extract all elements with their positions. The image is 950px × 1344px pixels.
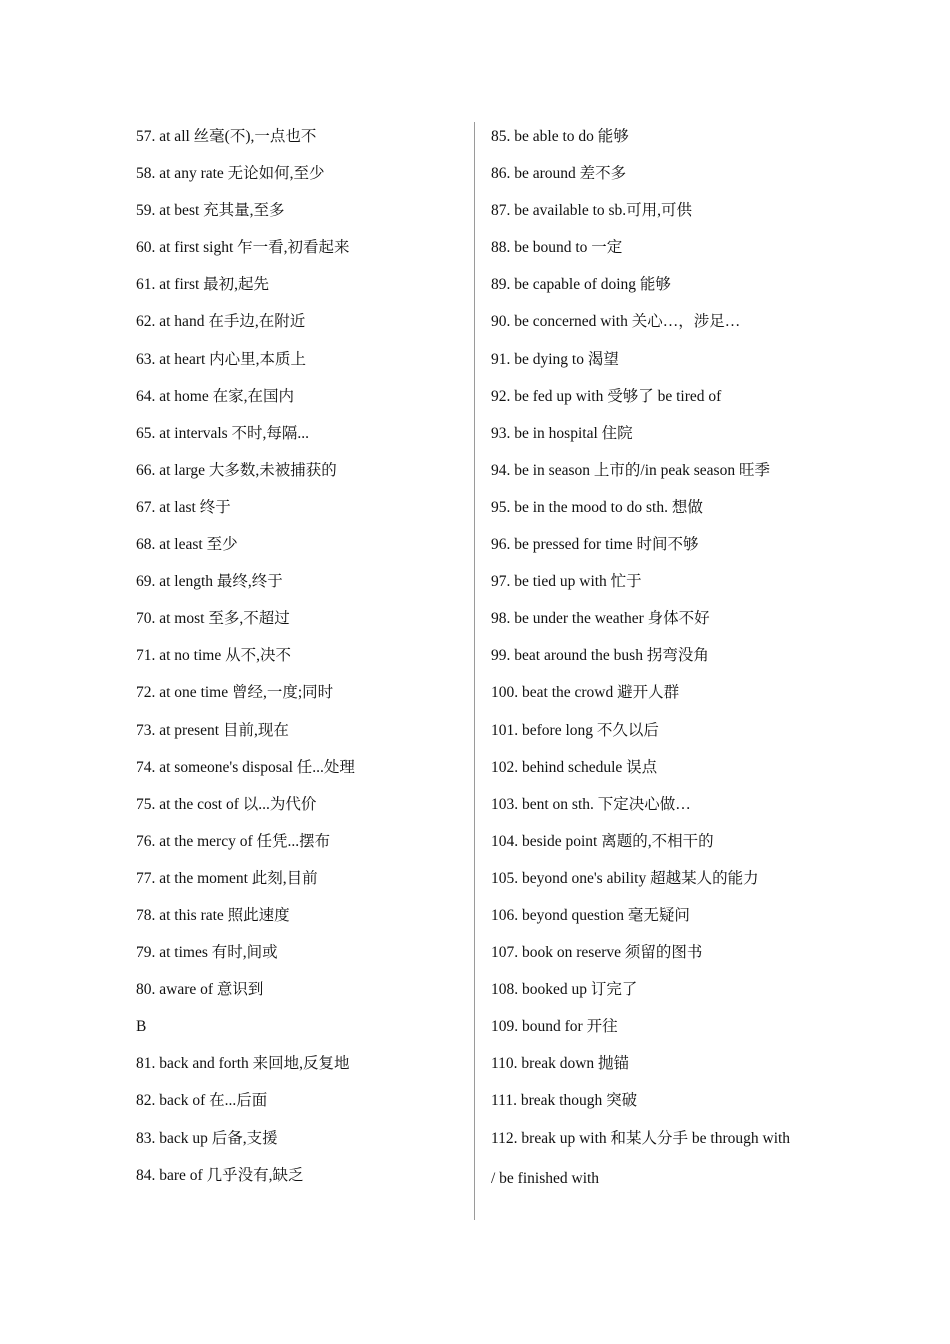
phrase-entry: 89. be capable of doing 能够 <box>491 276 671 294</box>
section-letter: B <box>136 1018 147 1036</box>
phrase-entry: 78. at this rate 照此速度 <box>136 906 290 924</box>
phrase-entry: 68. at least 至少 <box>136 536 238 554</box>
phrase-entry: / be finished with <box>491 1169 600 1187</box>
phrase-entry: 101. before long 不久以后 <box>491 721 659 739</box>
column-divider <box>474 122 475 1220</box>
phrase-entry: 104. beside point 离题的,不相干的 <box>491 832 714 850</box>
left-column <box>136 118 456 1194</box>
phrase-entry: 63. at heart 内心里,本质上 <box>136 350 307 368</box>
phrase-entry: 83. back up 后备,支援 <box>136 1129 278 1147</box>
phrase-entry: 105. beyond one's ability 超越某人的能力 <box>491 869 759 887</box>
phrase-entry: 61. at first 最初,起先 <box>136 276 270 294</box>
phrase-entry: 64. at home 在家,在国内 <box>136 387 294 405</box>
phrase-entry: 81. back and forth 来回地,反复地 <box>136 1055 350 1073</box>
phrase-entry: 111. break though 突破 <box>491 1092 638 1110</box>
phrase-entry: 93. be in hospital 住院 <box>491 424 633 442</box>
phrase-entry: 112. break up with 和某人分手 be through with <box>491 1129 791 1147</box>
phrase-entry: 57. at all 丝毫(不),一点也不 <box>136 128 317 145</box>
phrase-entry: 59. at best 充其量,至多 <box>136 202 285 220</box>
phrase-entry: 72. at one time 曾经,一度;同时 <box>136 684 334 702</box>
phrase-entry: 107. book on reserve 须留的图书 <box>491 944 703 962</box>
phrase-entry: 97. be tied up with 忙于 <box>491 573 642 591</box>
phrase-entry: 58. at any rate 无论如何,至少 <box>136 165 325 183</box>
phrase-entry: 88. be bound to 一定 <box>491 239 623 257</box>
phrase-entry: 110. break down 抛锚 <box>491 1055 630 1073</box>
phrase-entry: 109. bound for 开往 <box>491 1018 618 1036</box>
phrase-entry: 99. beat around the bush 拐弯没角 <box>491 647 709 665</box>
right-column <box>491 118 891 1201</box>
phrase-entry: 96. be pressed for time 时间不够 <box>491 536 699 554</box>
phrase-entry: 98. be under the weather 身体不好 <box>491 610 710 628</box>
phrase-entry: 102. behind schedule 误点 <box>491 758 658 776</box>
phrase-entry: 103. bent on sth. 下定决心做… <box>491 795 691 813</box>
phrase-entry: 84. bare of 几乎没有,缺乏 <box>136 1166 304 1184</box>
phrase-entry: 92. be fed up with 受够了 be tired of <box>491 387 722 405</box>
phrase-entry: 80. aware of 意识到 <box>136 981 264 999</box>
phrase-entry: 82. back of 在...后面 <box>136 1092 268 1110</box>
phrase-entry: 73. at present 目前,现在 <box>136 721 289 739</box>
phrase-entry: 76. at the mercy of 任凭...摆布 <box>136 832 331 850</box>
phrase-entry: 60. at first sight 乍一看,初看起来 <box>136 239 350 257</box>
phrase-entry: 70. at most 至多,不超过 <box>136 610 290 628</box>
phrase-entry: 66. at large 大多数,未被捕获的 <box>136 461 337 479</box>
phrase-entry: 94. be in season 上市的/in peak season 旺季 <box>491 461 770 479</box>
phrase-entry: 100. beat the crowd 避开人群 <box>491 684 680 702</box>
phrase-entry: 85. be able to do 能够 <box>491 128 629 145</box>
phrase-entry: 106. beyond question 毫无疑问 <box>491 906 690 924</box>
phrase-entry: 90. be concerned with 关心…，涉足… <box>491 313 741 331</box>
phrase-entry: 65. at intervals 不时,每隔... <box>136 424 310 442</box>
phrase-entry: 91. be dying to 渴望 <box>491 350 619 368</box>
phrase-entry: 69. at length 最终,终于 <box>136 573 283 591</box>
phrase-entry: 75. at the cost of 以...为代价 <box>136 795 317 813</box>
phrase-entry: 95. be in the mood to do sth. 想做 <box>491 498 703 516</box>
phrase-entry: 79. at times 有时,间或 <box>136 944 278 962</box>
phrase-entry: 87. be available to sb.可用,可供 <box>491 202 693 220</box>
phrase-entry: 86. be around 差不多 <box>491 165 627 183</box>
phrase-entry: 108. booked up 订完了 <box>491 981 638 999</box>
phrase-entry: 62. at hand 在手边,在附近 <box>136 313 306 331</box>
phrase-entry: 77. at the moment 此刻,目前 <box>136 869 318 887</box>
phrase-entry: 67. at last 终于 <box>136 498 231 516</box>
phrase-entry: 71. at no time 从不,决不 <box>136 647 291 665</box>
phrase-entry: 74. at someone's disposal 任...处理 <box>136 758 355 776</box>
